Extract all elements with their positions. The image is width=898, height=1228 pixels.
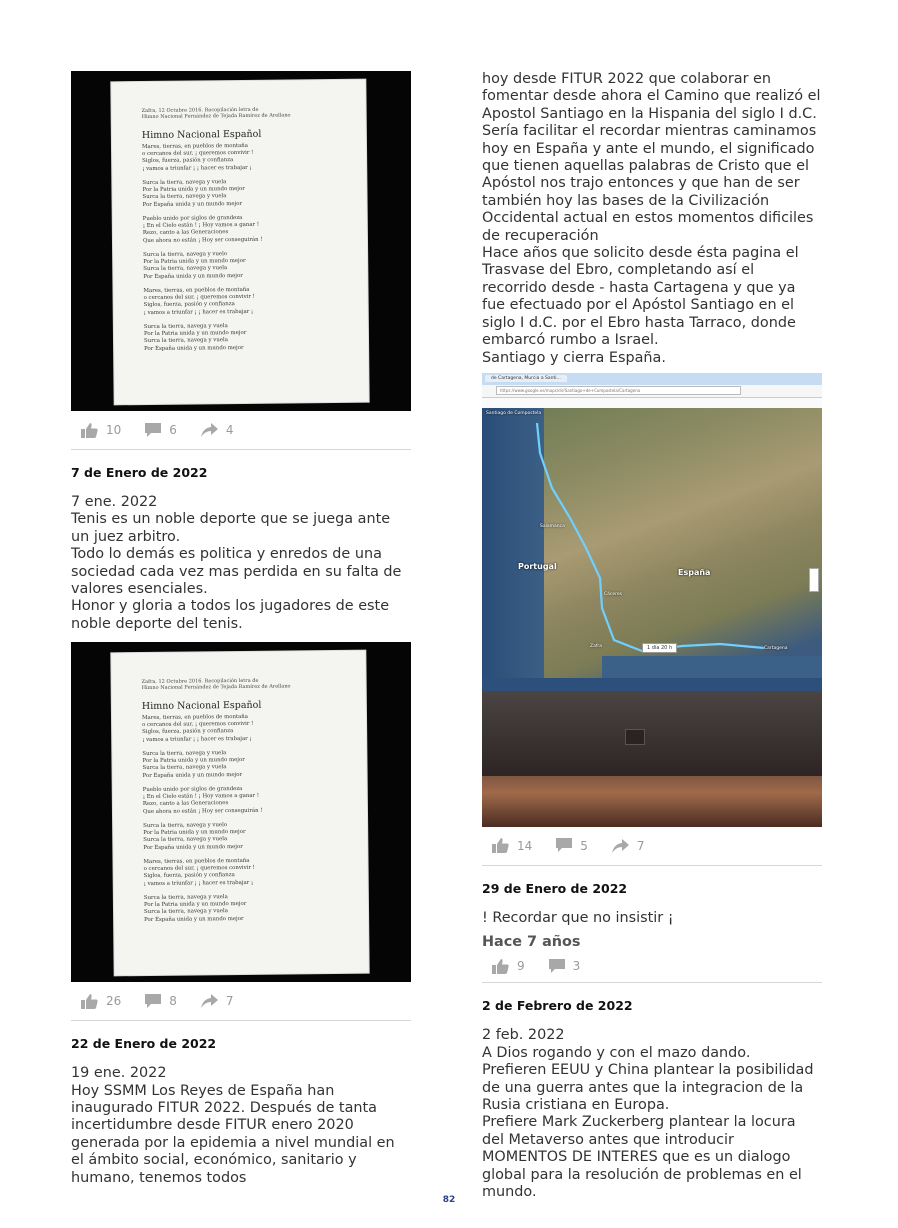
shares-count: 7 — [225, 994, 234, 1009]
map-label-cartagena: Cartagena — [764, 645, 788, 651]
comments-stat[interactable] — [145, 423, 177, 438]
paper-poem: Mares, tierras, en pueblos de montaña o cercanos del sur, ¡ queremos convivir ! Siglos, fuerza, pasión y confianza ¡ vamos a triunfar ¡ ¡ hacer es trabajar ¡ Surca la tierra, navega y vuela Por la Patria unida y un mundo mejor Surca la tierra, navega y vuela Por España unida y un mundo mejor Pueblo unido por siglos de grandeza ¡ En el Cielo están ! ¡ Hoy vamos a ganar ! Rezo, canto a las Generaciones Que ahora no están ¡ Hoy ser conseguirán ! Surca la tierra, navega y vuelo Por la Patria unida y un mundo mejor Surca la tierra, navega y vuela Por España unida y un mundo mejor Mares, tierras, en pueblos de montaña o cercanos del sur, ¡ queremos convivir ! Siglos, fuerza, pasión y confianza ¡ vamos a triunfar ¡ ¡ hacer es trabajar ¡ Surca la tierra, navega y vuela Por la Patria unida y un mundo mejor Surca la tierra, navega y vuela Por España unida y un mundo mejor — [141, 142, 263, 352]
zoom-controls[interactable] — [809, 568, 819, 592]
map-label-santiago: Santiago de Compostela — [486, 410, 542, 416]
likes-stat[interactable] — [81, 994, 121, 1009]
map-screen-photo — [482, 373, 822, 827]
likes-stat[interactable] — [492, 959, 525, 974]
post-body: 7 ene. 2022 Tenis es un noble deporte que se juega ante un juez arbitro. Todo lo demás es politica y enredos de una sociedad cada vez mas perdida en su falta de valores esenciales. Honor y gloria a todos los jugadores de este noble deporte del tenis. — [71, 494, 402, 632]
route-duration-badge: 1 día 20 h — [642, 643, 677, 653]
post-stats — [71, 982, 411, 1021]
browser-tab-bar — [482, 373, 822, 385]
post-stats — [482, 950, 822, 983]
post-date-heading: 29 de Enero de 2022 — [482, 880, 628, 896]
likes-count: 26 — [106, 994, 122, 1009]
paper-header: Zafra, 12 Octubre 2016. Recopilación letra de Himno Nacional Fernández de Tejada Ramírez de Arellano — [141, 106, 291, 121]
anthem-paper — [111, 80, 368, 405]
likes-stat[interactable] — [81, 423, 121, 438]
map-label-caceres: Cáceres — [604, 591, 623, 597]
paper-poem: Mares, tierras, en pueblos de montaña o cercanos del sur, ¡ queremos convivir ! Siglos, fuerza, pasión y confianza ¡ vamos a triunfar ¡ ¡ hacer es trabajar ¡ Surca la tierra, navega y vuela Por la Patria unida y un mundo mejor Surca la tierra, navega y vuela Por España unida y un mundo mejor Pueblo unido por siglos de grandeza ¡ En el Cielo están ! ¡ Hoy vamos a ganar ! Rezo, canto a las Generaciones Que ahora no están ¡ Hoy ser conseguirán ! Surca la tierra, navega y vuelo Por la Patria unida y un mundo mejor Surca la tierra, navega y vuela Por España unida y un mundo mejor Mares, tierras, en pueblos de montaña o cercanos del sur, ¡ queremos convivir ! Siglos, fuerza, pasión y confianza ¡ vamos a triunfar ¡ ¡ hacer es trabajar ¡ Surca la tierra, navega y vuela Por la Patria unida y un mundo mejor Surca la tierra, navega y vuela Por España unida y un mundo mejor — [141, 714, 263, 923]
comments-count: 5 — [580, 838, 588, 853]
post-body: 2 feb. 2022 A Dios rogando y con el mazo dando. Prefieren EEUU y China plantear la posibilidad de una guerra antes que la integracion de la Rusia cristiana en Europa. Prefiere Mark Zuckerberg plantear la locura del Metaverso antes que introducir MOMENTOS DE INTERES que es un dialogo global para la resolución de problemas en el mundo. — [482, 1027, 814, 1200]
comments-count: 3 — [572, 959, 581, 974]
right-column — [482, 71, 822, 1201]
post-date-heading: 2 de Febrero de 2022 — [482, 998, 633, 1014]
map-label-salamanca: Salamanca — [540, 523, 565, 529]
post-body-continued: hoy desde FITUR 2022 que colaborar en fomentar desde ahora el Camino que realizó el Apostol Santiago en la Hispania del siglo I d.C. Sería facilitar el recordar mientras caminamos hoy en España y ante el mundo, el significado que tienen aquellas palabras de Cristo que el Apóstol nos trajo entonces y que han de ser también hoy las bases de la Civilización Occidental actual en estos momentos dificiles de recuperación Hace años que solicito desde ésta pagina el Trasvase del Ebro, completando así el recorrido desde - hasta Cartagena y que ya fue efectuado por el Apóstol Santiago en el siglo I d.C. por el Ebro hasta Tarraco, donde embarcó rumbo a Israel. Santiago y cierra España. — [482, 71, 821, 366]
likes-stat[interactable] — [492, 838, 532, 853]
post-body: 19 ene. 2022 Hoy SSMM Los Reyes de España han inaugurado FITUR 2022. Después de tanta incertidumbre desde FITUR enero 2020 generada por la epidemia a nivel mundial en el ámbito social, económico, sanitario y humano, tenemos todos — [71, 1065, 395, 1186]
share-arrow-icon — [201, 994, 218, 1008]
post-body: ! Recordar que no insistir ¡ — [482, 909, 674, 926]
comments-stat[interactable] — [549, 959, 581, 974]
map-label-zafra: Zafra — [590, 643, 603, 649]
time-ago: Hace 7 años — [482, 934, 581, 951]
post-date-heading: 22 de Enero de 2022 — [71, 1036, 217, 1052]
likes-count: 9 — [517, 959, 525, 974]
satellite-map — [482, 408, 822, 678]
likes-count: 14 — [517, 838, 533, 853]
map-label-espana: España — [678, 567, 711, 577]
anthem-paper — [111, 651, 368, 976]
left-column — [71, 71, 411, 1187]
webcam — [625, 729, 645, 745]
url-field: https://www.google.es/maps/dir/Santiago+de+Compostela/Cartagena — [496, 386, 741, 395]
comments-stat[interactable] — [556, 838, 588, 853]
likes-count: 10 — [106, 423, 122, 437]
post-stats — [482, 827, 822, 866]
taskbar — [482, 678, 822, 691]
thumbs-up-icon — [492, 959, 509, 974]
comment-icon — [145, 994, 161, 1009]
anthem-photo-2 — [71, 642, 411, 982]
thumbs-up-icon — [81, 423, 98, 438]
comments-count: 8 — [169, 994, 177, 1009]
shares-count: 4 — [225, 423, 234, 437]
route-line — [482, 408, 822, 678]
browser-window — [482, 373, 822, 691]
share-arrow-icon — [201, 423, 218, 437]
browser-address-bar — [482, 385, 822, 398]
page-number: 82 — [442, 1195, 456, 1205]
browser-tab: de Cartagena, Murcia a Santi... — [485, 375, 567, 382]
comment-icon — [556, 838, 572, 853]
shares-stat[interactable] — [612, 839, 645, 853]
comment-icon — [549, 959, 565, 974]
anthem-photo-1 — [71, 71, 411, 411]
shares-stat[interactable] — [201, 423, 234, 437]
monitor-bezel — [482, 691, 822, 776]
thumbs-up-icon — [492, 838, 509, 853]
map-label-portugal: Portugal — [518, 561, 557, 571]
paper-title: Himno Nacional Español — [141, 128, 262, 142]
comments-stat[interactable] — [145, 994, 177, 1009]
share-arrow-icon — [612, 839, 629, 853]
comments-count: 6 — [169, 423, 177, 437]
shares-count: 7 — [636, 838, 645, 853]
comment-icon — [145, 423, 161, 438]
shares-stat[interactable] — [201, 994, 234, 1008]
thumbs-up-icon — [81, 994, 98, 1009]
post-date-heading: 7 de Enero de 2022 — [71, 465, 208, 480]
monitor-frame — [482, 691, 822, 827]
paper-title: Himno Nacional Español — [141, 700, 262, 713]
paper-header: Zafra, 12 Octubre 2016. Recopilación letra de Himno Nacional Fernández de Tejada Ramírez de Arellano — [141, 678, 291, 692]
post-stats — [71, 411, 411, 450]
